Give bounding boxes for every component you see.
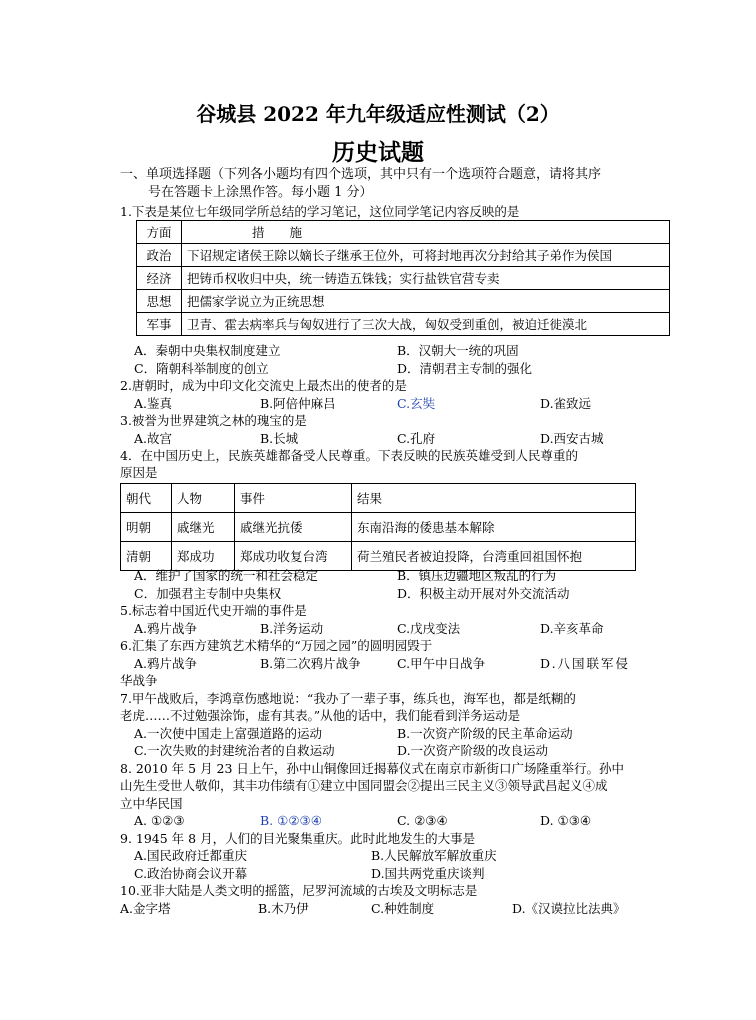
q8-stem-line2: 山先生受世人敬仰，其丰功伟绩有①建立中国同盟会②提出三民主义③领导武昌起义④成: [120, 778, 608, 793]
q7-stem-line2: 老虎……不过勉强涂饰，虚有其表。”从他的话中，我们能看到洋务运动是: [120, 708, 521, 723]
exam-title: 谷城县 2022 年九年级适应性测试（2）: [196, 102, 560, 126]
table-row: [121, 542, 636, 571]
q6-stem: 6.汇集了东西方建筑艺术精华的“万园之园”的圆明园毁于: [120, 638, 433, 653]
table-cell: 经济: [137, 267, 182, 290]
q7-option-c: C.一次失败的封建统治者的自救运动: [134, 743, 335, 758]
q8-option-c: C. ②③④: [397, 813, 448, 828]
table-row: [137, 313, 670, 336]
table-cell: 下诏规定诸侯王除以嫡长子继承王位外，可将封地再次分封给其子弟作为侯国: [182, 244, 670, 267]
q4-option-b: B．镇压边疆地区叛乱的行为: [397, 568, 557, 583]
q3-option-c: C.孔府: [397, 431, 436, 446]
section-instruction-line1: 一、单项选择题（下列各小题均有四个选项，其中只有一个选项符合题意，请将其序: [120, 167, 602, 182]
q8-option-a: A. ①②③: [134, 813, 185, 828]
table-cell: 事件: [235, 484, 352, 513]
q7-option-a: A.一次使中国走上富强道路的运动: [134, 726, 323, 741]
q10-option-a: A.金字塔: [120, 901, 171, 916]
q6-option-a: A.鸦片战争: [134, 656, 198, 671]
q9-option-d: D.国共两党重庆谈判: [371, 866, 485, 881]
q2-stem: 2.唐朝时，成为中印文化交流史上最杰出的使者的是: [120, 378, 407, 393]
table-cell: 措 施: [182, 221, 670, 244]
table-cell: 明朝: [121, 513, 172, 542]
q5-option-c: C.戊戌变法: [397, 621, 461, 636]
table-cell: 人物: [172, 484, 235, 513]
table-cell: 朝代: [121, 484, 172, 513]
table-row: [121, 513, 636, 542]
q4-option-d: D．积极主动开展对外交流活动: [397, 586, 570, 601]
q7-option-d: D.一次资产阶级的改良运动: [397, 743, 549, 758]
q2-option-a: A.鉴真: [134, 396, 173, 411]
table-row: [121, 484, 636, 513]
q10-stem: 10.亚非大陆是人类文明的摇篮，尼罗河流域的古埃及文明标志是: [120, 883, 478, 898]
q10-option-c: C.种姓制度: [371, 901, 435, 916]
table-cell: 戚继光抗倭: [235, 513, 352, 542]
q1-stem: 1.下表是某位七年级同学所总结的学习笔记，这位同学笔记内容反映的是: [120, 204, 520, 219]
q3-option-a: A.故宫: [134, 431, 173, 446]
table-cell: 把儒家学说立为正统思想: [182, 290, 670, 313]
q5-option-d: D.辛亥革命: [540, 621, 604, 636]
q3-stem: 3.被誉为世界建筑之林的瑰宝的是: [120, 413, 307, 428]
q6-option-b: B.第二次鸦片战争: [260, 656, 361, 671]
table-cell: 方面: [137, 221, 182, 244]
q4-stem-line2: 原因是: [120, 465, 158, 480]
q1-option-a: A．秦朝中央集权制度建立: [134, 343, 281, 358]
q10-option-b: B.木乃伊: [258, 901, 309, 916]
table-row: [137, 221, 670, 244]
q5-option-b: B.洋务运动: [260, 621, 324, 636]
q1-option-b: B．汉朝大一统的巩固: [397, 343, 519, 358]
table-cell: 荷兰殖民者被迫投降，台湾重回祖国怀抱: [352, 542, 636, 571]
q2-option-d: D.雀致远: [540, 396, 592, 411]
q6-option-d: D.八国联军侵: [540, 656, 631, 671]
table-cell: 思想: [137, 290, 182, 313]
q1-notes-table: [136, 220, 670, 336]
q6-option-d-wrap: 华战争: [120, 673, 158, 688]
table-cell: 军事: [137, 313, 182, 336]
table-cell: 结果: [352, 484, 636, 513]
q7-stem-line1: 7.甲午战败后，李鸿章伤感地说：“我办了一辈子事，练兵也，海军也，都是纸糊的: [120, 691, 576, 706]
q9-option-b: B.人民解放军解放重庆: [371, 848, 497, 863]
q7-option-b: B.一次资产阶级的民主革命运动: [397, 726, 573, 741]
table-cell: 清朝: [121, 542, 172, 571]
table-row: [137, 267, 670, 290]
q4-option-c: C．加强君主专制中央集权: [134, 586, 282, 601]
table-cell: 戚继光: [172, 513, 235, 542]
q4-stem-line1: 4．在中国历史上，民族英雄都备受人民尊重。下表反映的民族英雄受到人民尊重的: [120, 448, 578, 463]
table-cell: 政治: [137, 244, 182, 267]
table-row: [137, 290, 670, 313]
table-cell: 东南沿海的倭患基本解除: [352, 513, 636, 542]
table-row: [137, 244, 670, 267]
table-cell: 卫青、霍去病率兵与匈奴进行了三次大战，匈奴受到重创，被迫迁徙漠北: [182, 313, 670, 336]
q6-option-c: C.甲午中日战争: [397, 656, 486, 671]
q3-option-d: D.西安古城: [540, 431, 604, 446]
q5-option-a: A.鸦片战争: [134, 621, 198, 636]
table-cell: 把铸币权收归中央，统一铸造五铢钱；实行盐铁官营专卖: [182, 267, 670, 290]
q8-option-b: B. ①②③④: [260, 813, 322, 828]
q8-stem-line1: 8. 2010 年 5 月 23 日上午，孙中山铜像回迁揭幕仪式在南京市新街口广场隆重举行。孙中: [120, 761, 624, 776]
q8-option-d: D. ①③④: [540, 813, 592, 828]
table-cell: 郑成功: [172, 542, 235, 571]
q8-stem-line3: 立中华民国: [120, 796, 183, 811]
section-instruction-line2: 号在答题卡上涂黑作答。每小题 1 分）: [148, 185, 373, 200]
subject-title: 历史试题: [332, 140, 424, 166]
q9-option-a: A.国民政府迁都重庆: [134, 848, 248, 863]
q4-heroes-table: [120, 483, 636, 571]
q5-stem: 5.标志着中国近代史开端的事件是: [120, 603, 307, 618]
q1-option-c: C．隋朝科举制度的创立: [134, 361, 269, 376]
q9-stem: 9. 1945 年 8 月，人们的目光聚集重庆。此时此地发生的大事是: [120, 831, 476, 846]
table-cell: 郑成功收复台湾: [235, 542, 352, 571]
q4-option-a: A．维护了国家的统一和社会稳定: [134, 568, 319, 583]
q2-option-c: C.玄奘: [397, 396, 436, 411]
q2-option-b: B.阿倍仲麻吕: [260, 396, 336, 411]
q3-option-b: B.长城: [260, 431, 299, 446]
q1-option-d: D．清朝君主专制的强化: [397, 361, 533, 376]
q9-option-c: C.政治协商会议开幕: [134, 866, 248, 881]
q10-option-d: D.《汉谟拉比法典》: [512, 901, 626, 916]
